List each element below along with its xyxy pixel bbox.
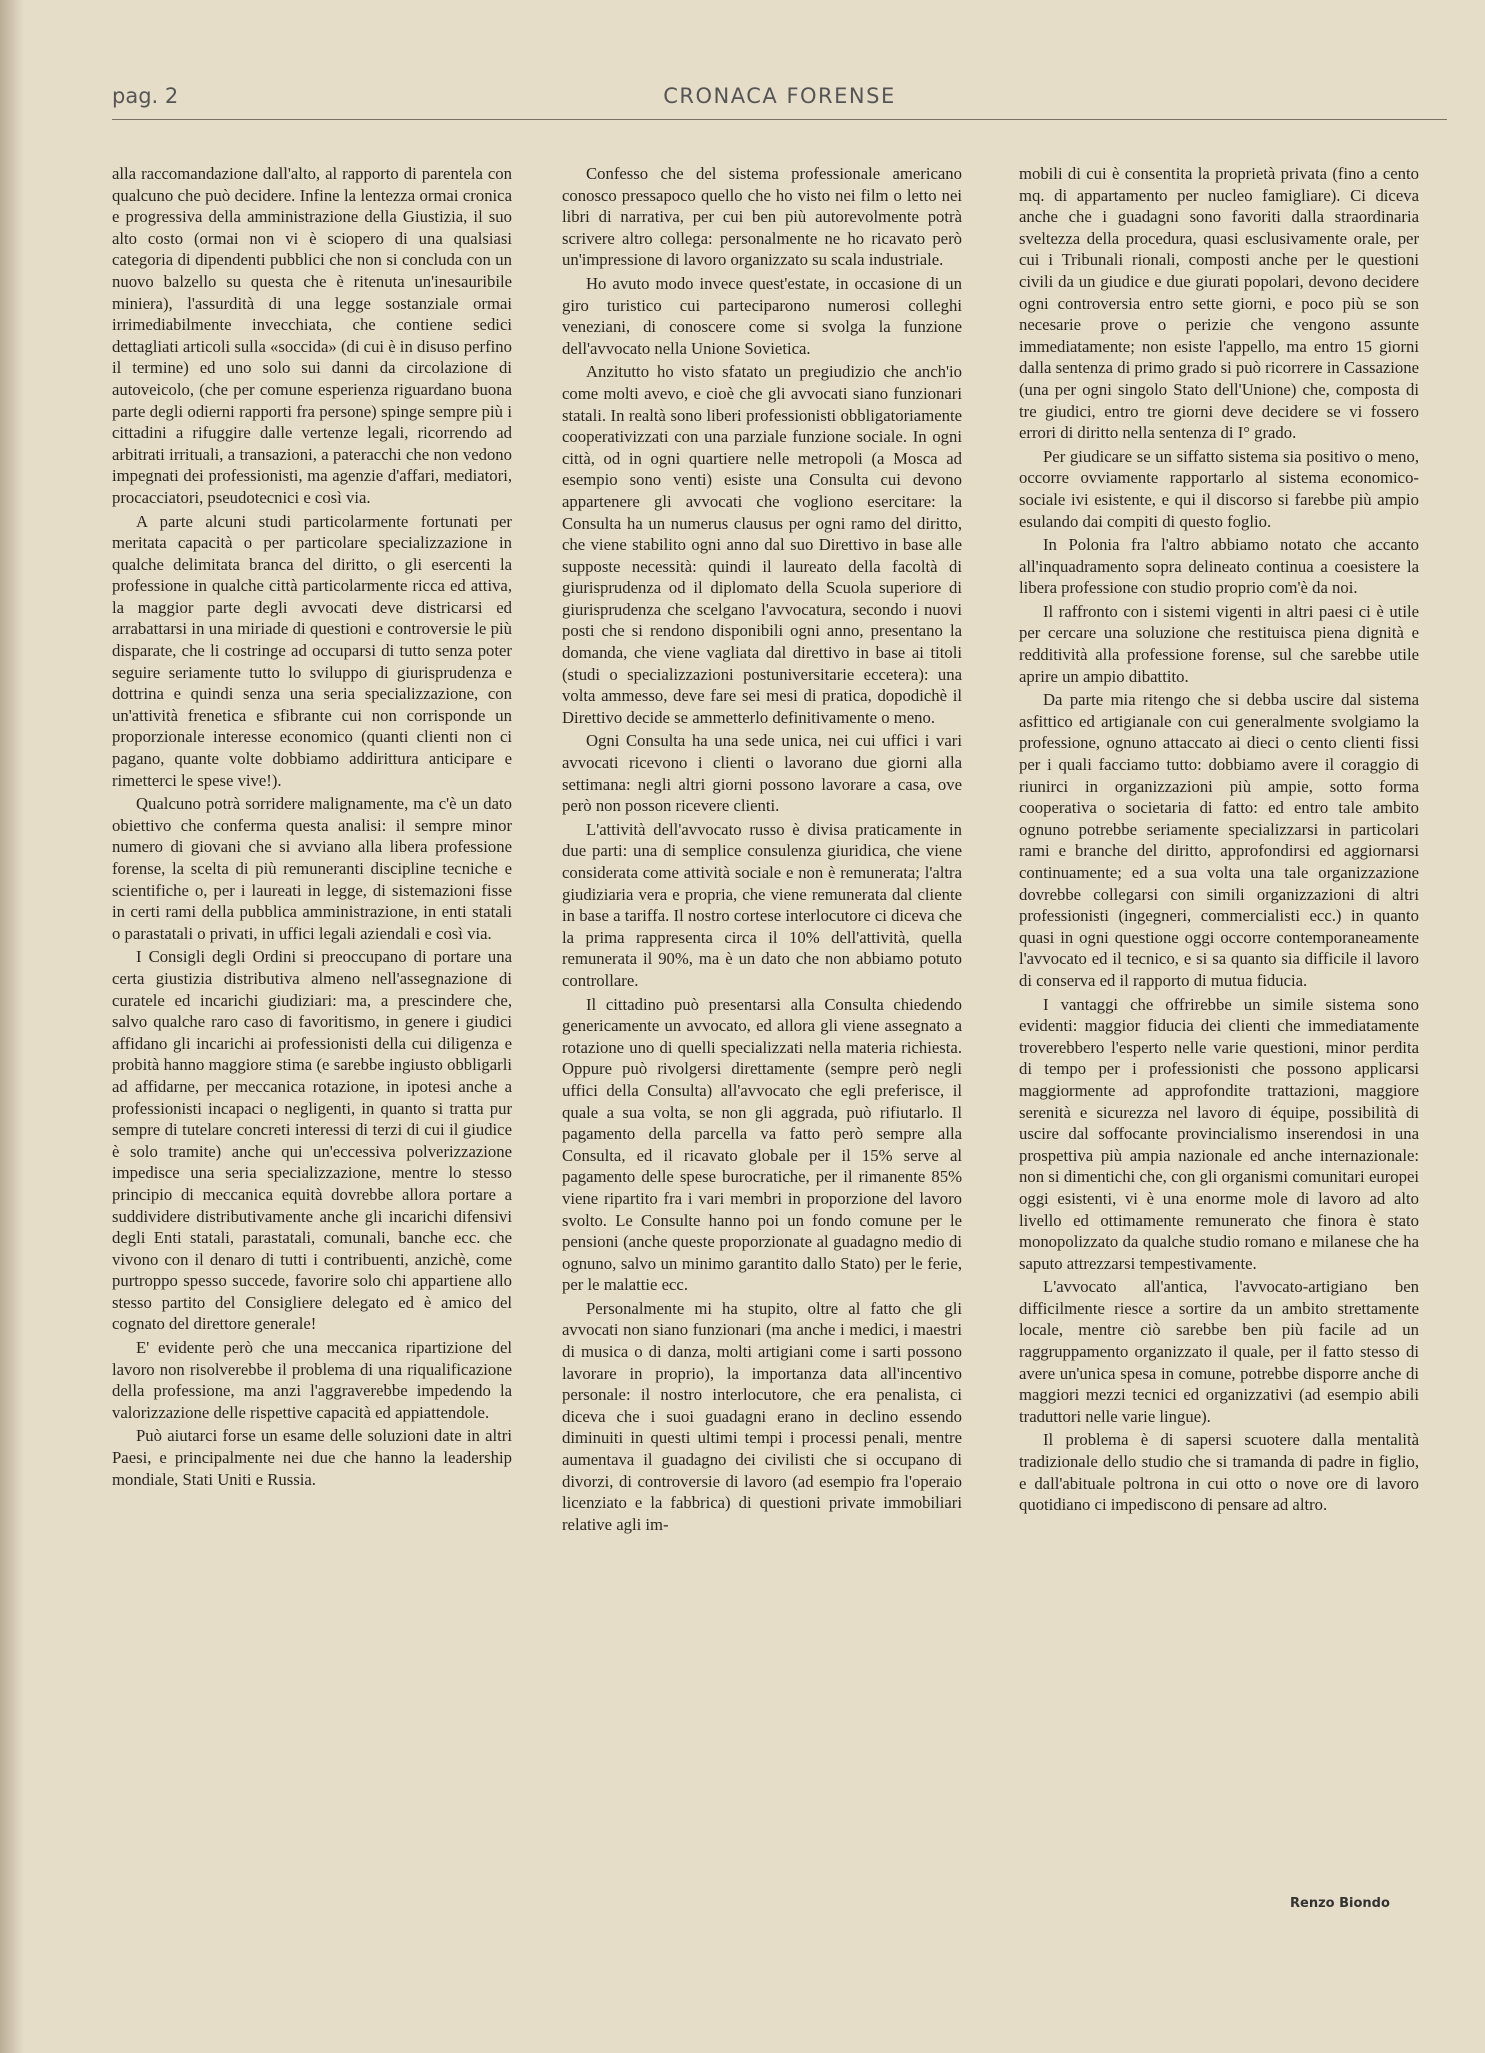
- text-column-3: [1019, 163, 1419, 1963]
- paragraph: mobili di cui è consentita la proprietà privata (fino a cento mq. di appartamento per nucleo famigliare). Ci diceva anche che i guadagni sono favoriti dalla straordinaria sveltezza della procedura, quasi esclusivamente orale, per cui i Tribunali rionali, composti anche per le questioni civili da un giudice e due giurati popolari, devono decidere ogni controversia entro sette giorni, e poco più se son necesarie prove o perizie che vengono assunte immediatamente; non esiste l'appello, ma entro 15 giorni dalla sentenza di primo grado si può ricorrere in Cassazione (una per ogni singolo Stato dell'Unione) che, composta di tre giudici, entro tre giorni deve decidere se vi fossero errori di diritto nella sentenza di I° grado.: [1019, 164, 1419, 443]
- paragraph: Ho avuto modo invece quest'estate, in occasione di un giro turistico cui parteciparono numerosi colleghi veneziani, di conoscere come si svolga la funzione dell'avvocato nella Unione Sovietica.: [562, 273, 962, 358]
- paragraph: Confesso che del sistema professionale americano conosco pressapoco quello che ho visto nei film o letto nei libri di narrativa, per cui ben più autorevolmente potrà scrivere altro collega: personalmente ne ho ricavato però un'impressione di lavoro organizzato su scala industriale.: [562, 164, 962, 270]
- author-signature: Renzo Biondo: [1290, 1896, 1390, 1911]
- paragraph: A parte alcuni studi particolarmente fortunati per meritata capacità o per particolare specializzazione in qualche delimitata branca del diritto, o gli esercenti la professione in qualche città particolarmente ricca ed attiva, la maggior parte degli avvocati deve districarsi ed arrabattarsi in una miriade di questioni e controversie le più disparate, che li costringe ad occuparsi di tutto senza poter seguire seriamente tutto lo sviluppo di giurisprudenza e dottrina e quindi senza una seria specializzazione, con un'attività frenetica e sfibrante cui non corrisponde un proporzionale interesse economico (quanti clienti non ci pagano, quante volte dobbiamo addirittura anticipare e rimetterci le spese vive!).: [112, 511, 512, 790]
- paragraph: Ogni Consulta ha una sede unica, nei cui uffici i vari avvocati ricevono i clienti o lavorano due giorni alla settimana: negli altri giorni possono lavorare a casa, ove però non posson ricevere clienti.: [562, 731, 962, 816]
- running-title: CRONACA FORENSE: [663, 84, 896, 108]
- page-header: [112, 84, 1447, 120]
- paragraph: E' evidente però che una meccanica ripartizione del lavoro non risolverebbe il problema di una riqualificazione della professione, ma anzi l'aggraverebbe impedendo la valorizzazione delle rispettive capacità ed appiattendole.: [112, 1338, 512, 1422]
- paragraph: I vantaggi che offrirebbe un simile sistema sono evidenti: maggior fiducia dei clienti che immediatamente troverebbero l'esperto nelle varie questioni, minor perdita di tempo per i professionisti che possono applicarsi maggiormente ad approfondite trattazioni, maggiore serenità e sicurezza nel lavoro di équipe, possibilità di uscire dal soffocante provincialismo inserendosi in una prospettiva più ampia nazionale ed anche internazionale: non si dimentichi che, con gli organismi comunitari europei oggi esistenti, vi è una enorme mole di lavoro ad alto livello ed ottimamente remunerato che finora è stato monopolizzato da qualche studio romano e milanese che ha saputo attrezzarsi tempestivamente.: [1019, 994, 1419, 1273]
- paragraph: Il cittadino può presentarsi alla Consulta chiedendo genericamente un avvocato, ed allora gli viene assegnato a rotazione uno di quelli specializzati nella materia richiesta. Oppure può rivolgersi direttamente (sempre però negli uffici della Consulta) all'avvocato che egli preferisce, il quale a sua volta, se non gli aggrada, può rifiutarlo. Il pagamento della parcella va fatto però sempre alla Consulta, ed il ricavato globale per il 15% serve al pagamento delle spese burocratiche, per il rimanente 85% viene ripartito fra i vari membri in proporzione del lavoro svolto. Le Consulte hanno poi un fondo comune per le pensioni (anche queste proporzionate al guadagno medio di ognuno, salvo un minimo garantito dallo Stato) per le ferie, per le malattie ecc.: [562, 994, 962, 1295]
- paragraph: L'avvocato all'antica, l'avvocato-artigiano ben difficilmente riesce a sortire da un ambito strettamente locale, mentre ciò sarebbe ben più facile ad un raggruppamento organizzato il quale, per il fatto stesso di avere un'unica spesa in comune, potrebbe disporre anche di maggiori mezzi tecnici ed organizzativi (ad esempio abili traduttori nelle varie lingue).: [1019, 1277, 1419, 1426]
- text-column-1: [112, 163, 512, 1963]
- binding-edge: [0, 0, 24, 2053]
- paragraph: Da parte mia ritengo che si debba uscire dal sistema asfittico ed artigianale con cui generalmente svolgiamo la professione, ognuno attaccato ai dieci o cento clienti fissi per i quali facciamo tutto: dobbiamo avere il coraggio di riunirci in organizzazioni più ampie, sotto forma cooperativa o societaria di fatto: ed entro tale ambito ognuno potrebbe seriamente specializzarsi in particolari rami e branche del diritto, approfondirsi ed aggiornarsi continuamente; ed a sua volta una tale organizzazione dovrebbe collegarsi con simili organizzazioni di altri professionisti (ingegneri, commercialisti ecc.) in quanto quasi in ogni questione oggi occorre contemporaneamente l'avvocato ed il tecnico, e si sa quanto sia difficile il lavoro di conserva ed il rapporto di mutua fiducia.: [1019, 690, 1419, 990]
- paragraph: Il problema è di sapersi scuotere dalla mentalità tradizionale dello studio che si tramanda di padre in figlio, e dall'abituale poltrona in cui otto o nove ore di lavoro quotidiano ci impediscono di pensare ad altro.: [1019, 1430, 1419, 1515]
- paragraph: Anzitutto ho visto sfatato un pregiudizio che anch'io come molti avevo, e cioè che gli avvocati siano funzionari statali. In realtà sono liberi professionisti obbligatoriamente cooperativizzati con una parziale funzione sociale. In ogni città, od in ogni quartiere nelle metropoli (a Mosca ad esempio sono venti) esiste una Consulta cui devono appartenere gli avvocati che vogliono esercitare: la Consulta ha un numerus clausus per ogni ramo del diritto, che viene stabilito ogni anno dal suo Direttivo in base alle supposte necessità: quindi il laureato della facoltà di giurisprudenza od il diplomato della Scuola superiore di giurisprudenza che scelgano l'avvocatura, secondo i nuovi posti che si rendono disponibili ogni anno, presentano la domanda, che viene vagliata dal direttivo in base ai titoli (studi o specializzazioni postuniversitarie eccetera): una volta ammesso, deve fare sei mesi di pratica, dopodichè il Direttivo decide se ammetterlo definitivamente o meno.: [562, 362, 962, 727]
- paragraph: L'attività dell'avvocato russo è divisa praticamente in due parti: una di semplice consulenza giuridica, che viene considerata come attività sociale e non è remunerata; l'altra giudiziaria vera e propria, che viene remunerata dal cliente in base a tariffa. Il nostro cortese interlocutore ci diceva che la prima rappresenta circa il 10% dell'attività, quella remunerata il 90%, ma è un dato che non abbiamo potuto controllare.: [562, 819, 962, 990]
- paragraph: alla raccomandazione dall'alto, al rapporto di parentela con qualcuno che può decidere. Infine la lentezza ormai cronica e progressiva della amministrazione della Giustizia, il suo alto costo (ormai non vi è sciopero di una qualsiasi categoria di dipendenti pubblici che non si concluda con un nuovo balzello su questa che è ritenuta un'inesauribile miniera), l'assurdità di una legge sostanziale ormai irrimediabilmente invecchiata, che contiene sedici dettagliati articoli sulla «soccida» (di cui è in disuso perfino il termine) ed uno solo sui danni da circolazione di autoveicolo, (che per comune esperienza riguardano buona parte degli odierni rapporti fra persone) spinge sempre più i cittadini a rifuggire dalle vertenze legali, ricorrendo ad arbitrati irrituali, a transazioni, a pateracchi che non vedono impegnati dei professionisti, ma agenzie d'affari, mediatori, procacciatori, pseudotecnici e così via.: [112, 164, 512, 507]
- paragraph: Il raffronto con i sistemi vigenti in altri paesi ci è utile per cercare una soluzione che restituisca piena dignità e redditività alla professione forense, sul che sarebbe utile aprire un ampio dibattito.: [1019, 601, 1419, 686]
- header-rule: [112, 119, 1447, 120]
- paragraph: I Consigli degli Ordini si preoccupano di portare una certa giustizia distributiva almeno nell'assegnazione di curatele ed incarichi giudiziari: ma, a prescindere che, salvo qualche raro caso di favoritismo, in genere i giudici affidano gli incarichi ai professionisti della cui diligenza e probità hanno maggiore stima (e sarebbe ingiusto obbligarli ad affidarne, per meccanica rotazione, in ipotesi anche a professionisti incapaci o negligenti, in quanto si tratta pur sempre di tutelare concreti interessi di terzi di cui il giudice è solo tramite) anche qui un'eccessiva polverizzazione impedisce una seria specializzazione, mentre lo stesso principio di meccanica equità dovrebbe allora portare a suddividere distributivamente anche gli incarichi difensivi degli Enti statali, parastatali, comunali, banche ecc. che vivono con il denaro di tutti i contribuenti, anzichè, come purtroppo spesso succede, favorire solo chi appartiene allo stesso partito del Consigliere delegato ed è amico del cognato del direttore generale!: [112, 947, 512, 1334]
- paragraph: Può aiutarci forse un esame delle soluzioni date in altri Paesi, e principalmente nei due che hanno la leadership mondiale, Stati Uniti e Russia.: [112, 1426, 512, 1489]
- page-number: pag. 2: [112, 84, 179, 108]
- paragraph: In Polonia fra l'altro abbiamo notato che accanto all'inquadramento sopra delineato continua a coesistere la libera professione con studio proprio com'è da noi.: [1019, 535, 1419, 598]
- paragraph: Qualcuno potrà sorridere malignamente, ma c'è un dato obiettivo che conferma questa analisi: il sempre minor numero di giovani che si avviano alla libera professione forense, la scelta di più remuneranti discipline tecniche e scientifiche o, per i laureati in legge, di sistemazioni fisse in certi rami della pubblica amministrazione, in enti statali o parastatali o privati, in uffici legali aziendali e così via.: [112, 794, 512, 943]
- paragraph: Per giudicare se un siffatto sistema sia positivo o meno, occorre ovviamente rapportarlo al sistema economico-sociale ivi esistente, e qui il discorso si farebbe più ampio esulando dai compiti di questo foglio.: [1019, 446, 1419, 531]
- paragraph: Personalmente mi ha stupito, oltre al fatto che gli avvocati non siano funzionari (ma anche i medici, i maestri di musica o di danza, molti artigiani come i sarti possono lavorare in proprio), la importanza data all'incentivo personale: il nostro interlocutore, che era penalista, ci diceva che i suoi guadagni erano in declino essendo diminuiti in questi ultimi tempi i processi penali, mentre aumentava il guadagno dei civilisti che si occupano di divorzi, di controversie di lavoro (ad esempio fra l'operaio licenziato e la fabbrica) di questioni private immobiliari relative agli im-: [562, 1298, 962, 1534]
- text-column-2: [562, 163, 962, 1963]
